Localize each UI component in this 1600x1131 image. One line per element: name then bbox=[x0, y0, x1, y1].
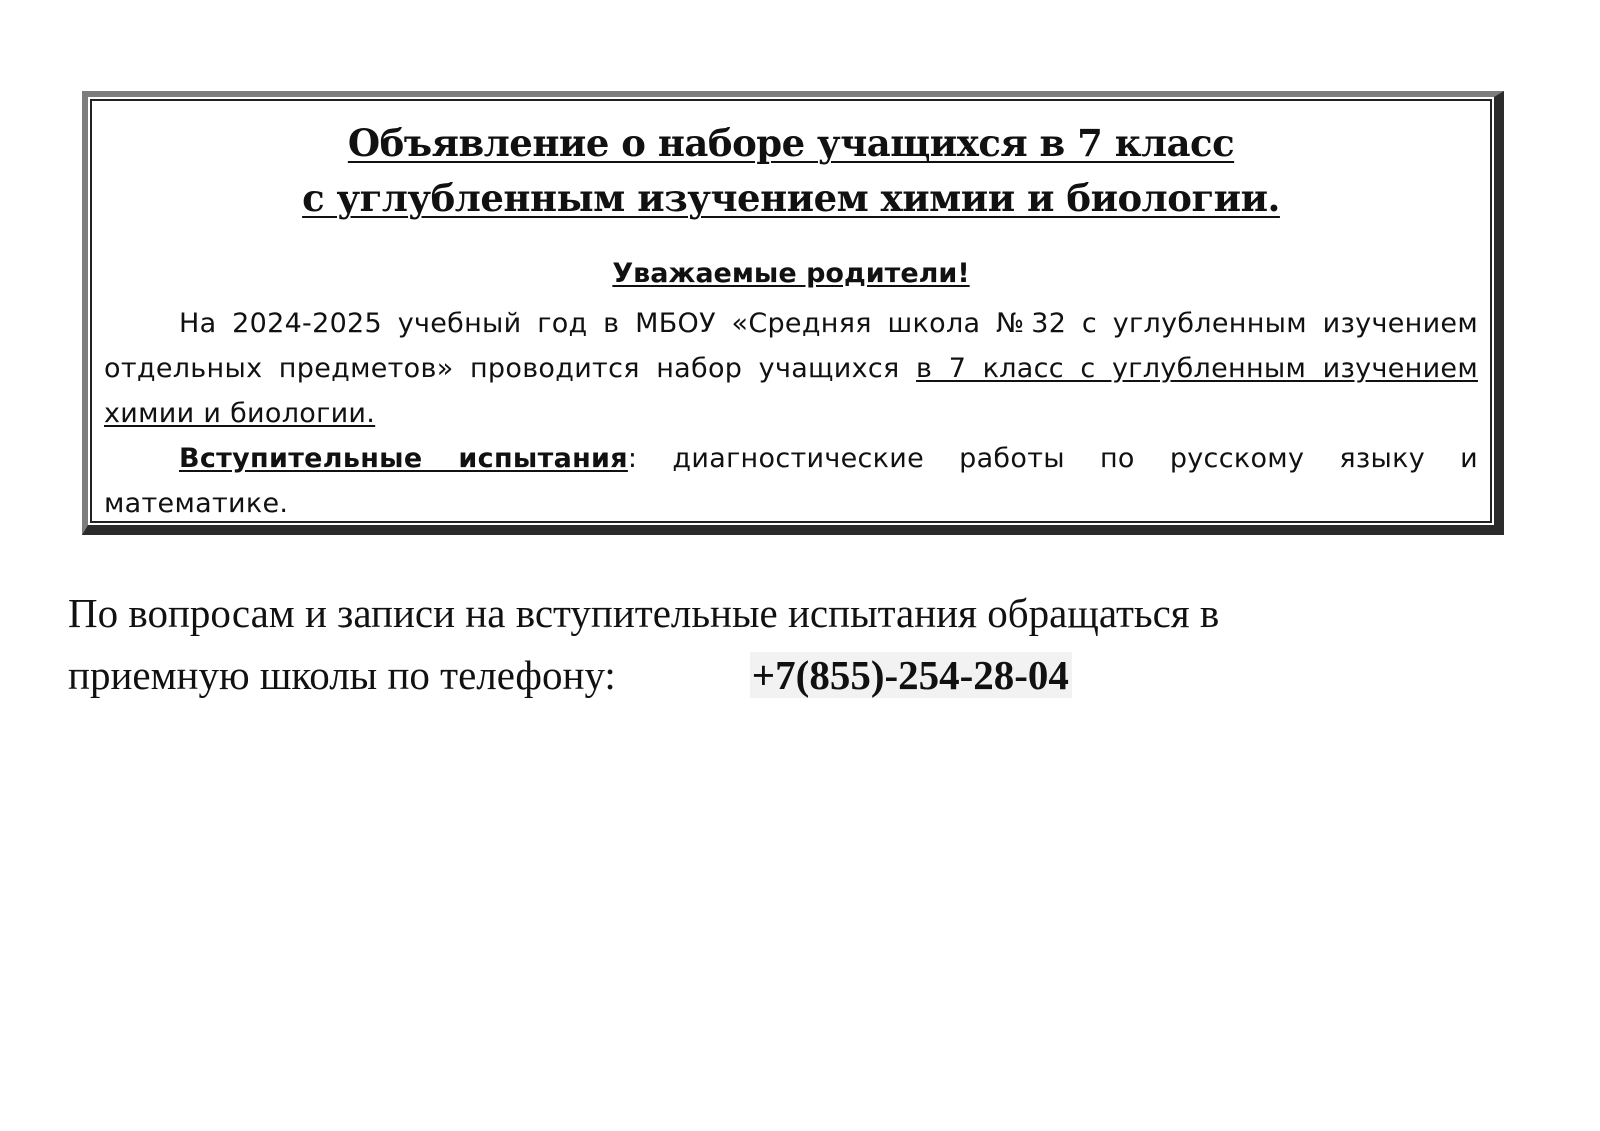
entrance-exams-text: : диагностические работы по русскому языку и математике. bbox=[104, 443, 1478, 519]
announcement-box bbox=[82, 91, 1504, 535]
announcement-inner-border bbox=[90, 99, 1492, 523]
enrollment-text: На 2024-2025 учебный год в МБОУ «Средняя школа №32 с углубленным изучением отдельных предметов» проводится набор учащихся bbox=[104, 308, 1478, 384]
paragraph-entrance-exams bbox=[104, 436, 1478, 526]
contact-line-1: По вопросам и записи на вступительные испытания обращаться в bbox=[68, 590, 1220, 636]
contact-info bbox=[68, 582, 1528, 706]
enrollment-class-underlined: в 7 класс с углубленным изучением химии и биологии. bbox=[104, 353, 1478, 429]
greeting: Уважаемые родители! bbox=[612, 258, 970, 289]
entrance-exams-label: Вступительные испытания bbox=[179, 443, 628, 474]
phone-number: +7(855)-254-28-04 bbox=[750, 652, 1072, 698]
contact-line-2-text: приемную школы по телефону: bbox=[68, 652, 616, 698]
paragraph-enrollment bbox=[104, 301, 1478, 436]
announcement-body bbox=[104, 301, 1478, 526]
announcement-title bbox=[92, 116, 1490, 226]
contact-line-2 bbox=[68, 644, 1528, 706]
title-line-1: Объявление о наборе учащихся в 7 класс bbox=[347, 121, 1235, 165]
title-line-2: с углубленным изучением химии и биологии. bbox=[302, 176, 1280, 220]
